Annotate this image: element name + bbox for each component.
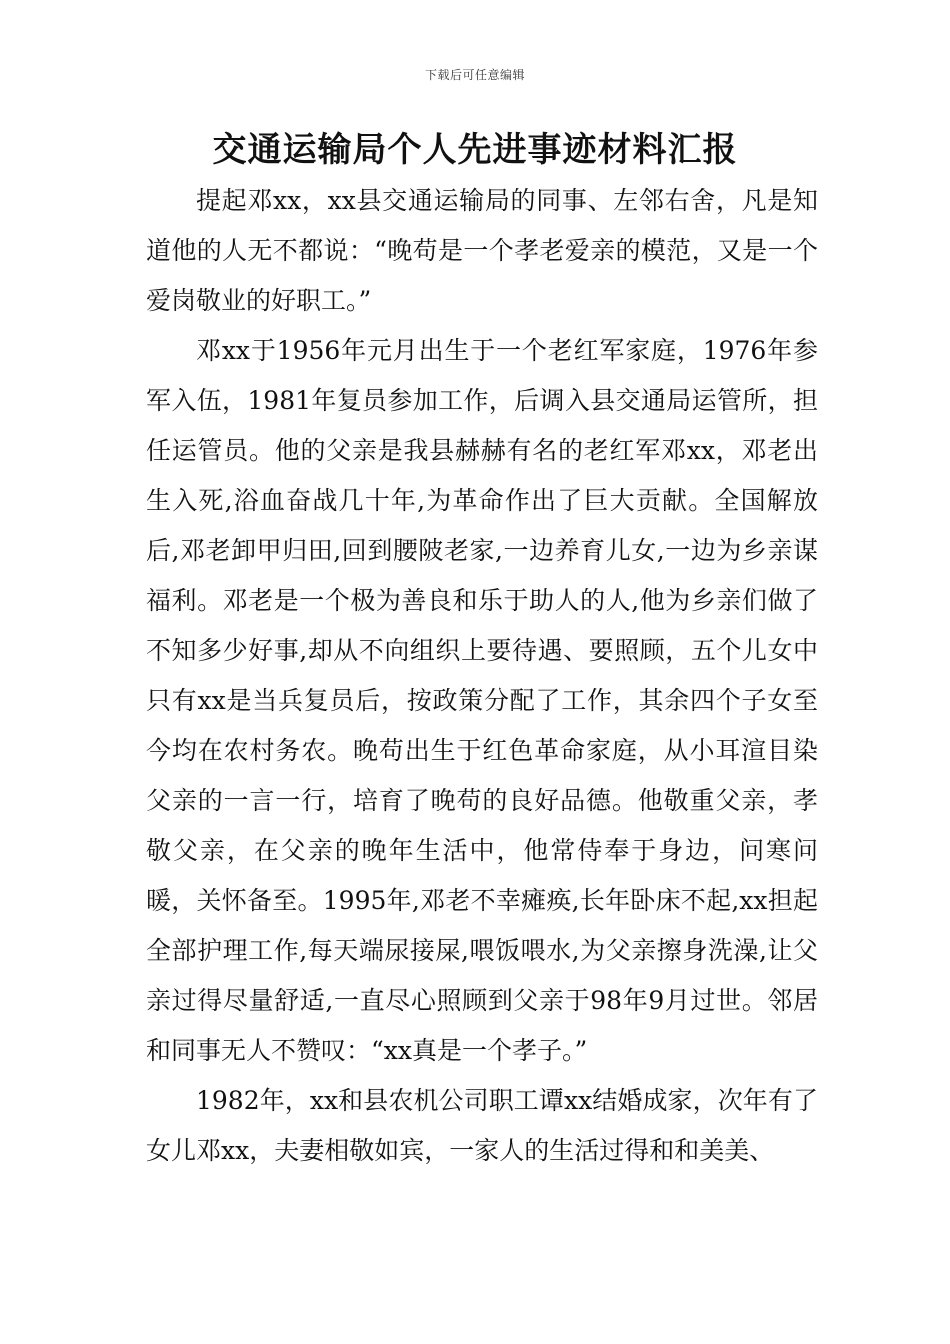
paragraph-2: 邓xx于1956年元月出生于一个老红军家庭，1976年参军入伍，1981年复员参加工作，后调入县交通局运管所，担任运管员。他的父亲是我县赫赫有名的老红军邓xx，邓老出生入死,浴血奋战几十年,为革命作出了巨大贡献。全国解放后,邓老卸甲归田,回到腰陂老家,一边养育儿女,一边为乡亲谋福利。邓老是一个极为善良和乐于助人的人,他为乡亲们做了不知多少好事,却从不向组织上要待遇、要照顾，五个儿女中只有xx是当兵复员后，按政策分配了工作，其余四个子女至今均在农村务农。晚苟出生于红色革命家庭，从小耳渲目染父亲的一言一行，培育了晚苟的良好品德。他敬重父亲，孝敬父亲，在父亲的晚年生活中，他常侍奉于身边，问寒问暖，关怀备至。1995年,邓老不幸瘫痪,长年卧床不起,xx担起全部护理工作,每天端尿接屎,喂饭喂水,为父亲擦身洗澡,让父亲过得尽量舒适,一直尽心照顾到父亲于98年9月过世。邻居和同事无人不赞叹：“xx真是一个孝子。” <box>146 336 818 1065</box>
header-note: 下载后可任意编辑 <box>424 68 525 82</box>
paragraph-3: 1982年，xx和县农机公司职工谭xx结婚成家，次年有了女儿邓xx，夫妻相敬如宾，一家人的生活过得和和美美、 <box>146 1086 818 1165</box>
paragraph-1: 提起邓xx，xx县交通运输局的同事、左邻右舍，凡是知道他的人无不都说：“晚苟是一个孝老爱亲的模范，又是一个爱岗敬业的好职工。” <box>146 186 818 315</box>
document-title: 交通运输局个人先进事迹材料汇报 <box>212 130 738 170</box>
document-body <box>146 176 818 1176</box>
